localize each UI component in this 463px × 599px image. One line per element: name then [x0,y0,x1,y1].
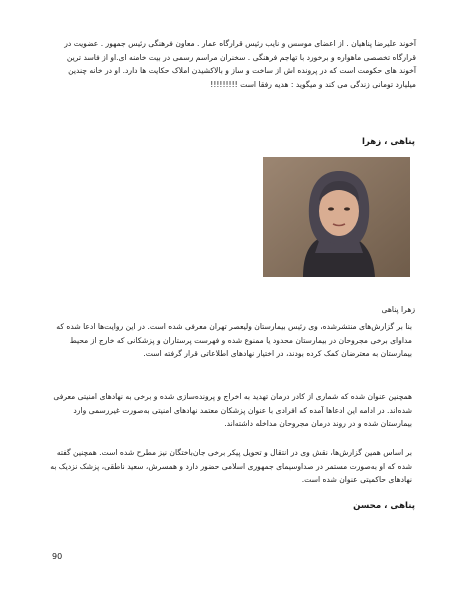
portrait-photo [263,157,410,277]
zahra-paragraph-3: بر اساس همین گزارش‌ها، نقش وی در انتقال و تحویل پیکر برخی جان‌باختگان نیز مطرح شده است. همچنین گفته شده که او به‌صورت مستمر در صداوسیمای جمهوری اسلامی حضور دارد و همسرش، سعید ناطقی، پزشک نزدیک به نهادهای حاکمیتی عنوان شده است. [50,448,412,485]
name-line-zahra: زهرا پناهی [381,305,415,314]
zahra-paragraph-1: بنا بر گزارش‌های منتشرشده، وی رئیس بیمارستان ولیعصر تهران معرفی شده است. در این روایت‌ها ادعا شده که مداوای برخی مجروحان در بیمارستان محدود یا ممنوع شده و فهرست پرستاران و پزشکانی که خارج از محیط بیمارستان به معترضان کمک کرده بودند، در اختیار نهادهای اطلاعاتی قرار گرفته است. [56,322,412,359]
zahra-paragraph-2: همچنین عنوان شده که شماری از کادر درمان تهدید به اخراج و پرونده‌سازی شده و برخی به نهادهای امنیتی معرفی شده‌اند. در ادامه این ادعاها آمده که افرادی با عنوان پزشکان معتمد نهادهای امنیتی به‌صورت غیررسمی وارد بیمارستان شده و در روند درمان مجروحان مداخله داشته‌اند. [53,392,412,429]
panahian-paragraph: آخوند علیرضا پناهیان . از اعضای موسس و نایب رئیس قرارگاه عمار . معاون فرهنگی رئیس جمهور . عضویت در قرارگاه تخصصی ماهواره و برخورد با تهاجم فرهنگی . سخنران مراسم رسمی در بیت خامنه ای.او از فاسد ترین آخوند های حکومت است که در پرونده اش از ساخت و ساز و بالاکشیدن املاک حکایت ها دارد. او در خانه چندین میلیارد تومانی زندگی می کند و میگوید : هدیه رفقا است !!!!!!!!! [64,39,416,89]
heading-zahra-panahi: پناهی ، زهرا [361,137,415,147]
page-number: 90 [52,552,63,561]
heading-mohsen-panahi: پناهی ، محسن [353,501,415,511]
